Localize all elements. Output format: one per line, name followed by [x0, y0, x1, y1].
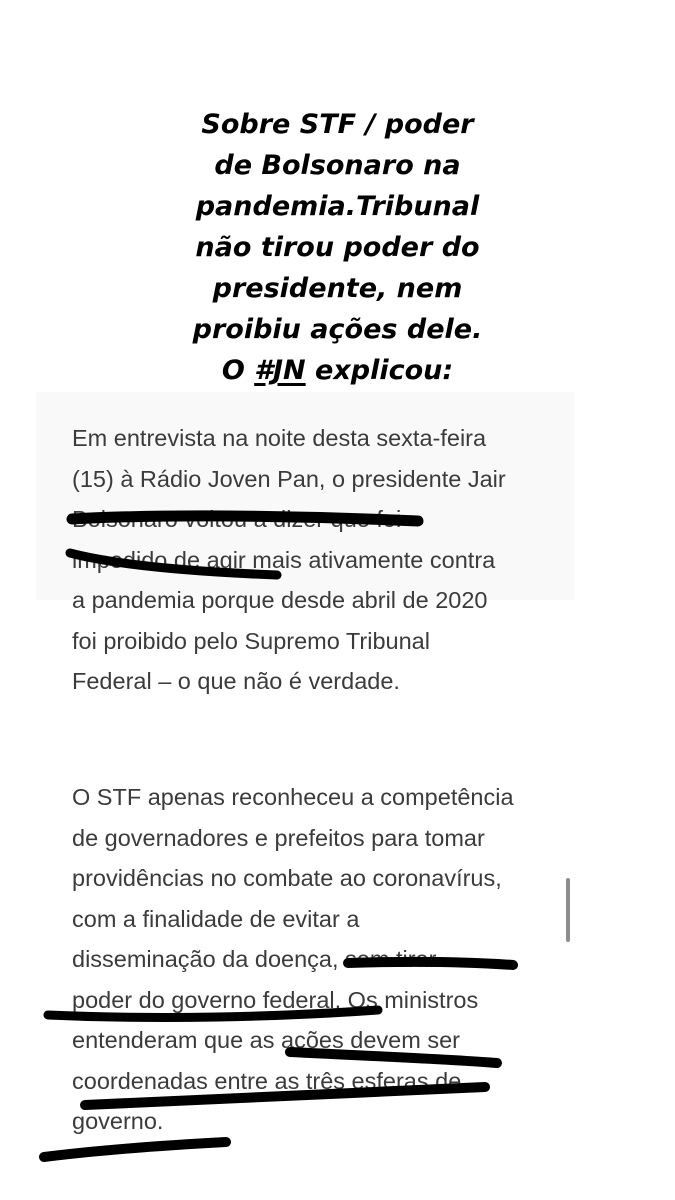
caption-line: presidente, nem	[212, 273, 463, 304]
article-line: a pandemia porque desde abril de 2020	[72, 587, 488, 613]
article-line: disseminação da doença, sem tirar	[72, 946, 437, 972]
article-line: coordenadas entre as três esferas de	[72, 1067, 462, 1094]
article-line: impedido de agir mais ativamente contra	[72, 546, 496, 573]
caption-line-last	[0, 350, 675, 391]
caption-line: proibiu ações dele.	[192, 314, 483, 345]
marker-underline-7	[44, 1142, 226, 1157]
scrollbar-thumb[interactable]	[566, 878, 570, 942]
caption-hashtag-link[interactable]: #JN	[254, 355, 306, 386]
article-line: O STF apenas reconheceu a competência	[72, 784, 514, 810]
caption-prefix: O	[221, 355, 255, 386]
article-line: foi proibido pelo Supremo Tribunal	[72, 627, 430, 654]
article-line: (15) à Rádio Joven Pan, o presidente Jair	[72, 465, 506, 492]
story-text-caption	[0, 104, 675, 391]
article-line: Federal – o que não é verdade.	[72, 668, 400, 694]
caption-suffix: explicou:	[305, 355, 454, 386]
article-line: Em entrevista na noite desta sexta-feira	[72, 425, 487, 451]
article-line: Bolsonaro voltou a dizer que foi	[72, 506, 402, 532]
article-line: providências no combate ao coronavírus,	[72, 865, 502, 891]
article-line: entenderam que as ações devem ser	[72, 1027, 460, 1053]
article-line: de governadores e prefeitos para tomar	[72, 824, 485, 851]
article-paragraph-1	[72, 418, 572, 702]
article-line: governo.	[72, 1108, 164, 1134]
article-paragraph-2	[72, 777, 572, 1142]
article-line: com a finalidade de evitar a	[72, 905, 360, 932]
caption-line: de Bolsonaro na	[214, 150, 461, 181]
caption-line: pandemia.Tribunal	[195, 191, 480, 222]
article-line: poder do governo federal. Os ministros	[72, 986, 479, 1013]
caption-line: não tirou poder do	[195, 232, 480, 263]
caption-line: Sobre STF / poder	[201, 109, 474, 140]
